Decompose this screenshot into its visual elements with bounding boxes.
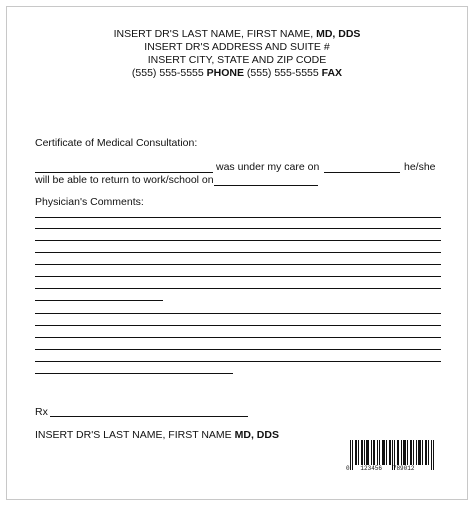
comment-line[interactable] — [35, 349, 441, 350]
signature-line: INSERT DR'S LAST NAME, FIRST NAME MD, DDS — [35, 429, 279, 441]
comment-line-short[interactable] — [35, 373, 233, 374]
comment-line[interactable] — [35, 217, 441, 218]
certificate-title: Certificate of Medical Consultation: — [35, 137, 198, 149]
comment-line[interactable] — [35, 361, 441, 362]
header-name-line: INSERT DR'S LAST NAME, FIRST NAME, MD, DDS — [113, 28, 361, 40]
comment-line[interactable] — [35, 264, 441, 265]
heshe-text: he/she — [404, 161, 436, 173]
comment-line[interactable] — [35, 313, 441, 314]
rx-blank[interactable] — [50, 416, 248, 417]
care-date-blank[interactable] — [324, 172, 400, 173]
doctor-header — [0, 28, 474, 80]
header-address-line: INSERT DR'S ADDRESS AND SUITE # — [144, 41, 330, 53]
under-care-text: was under my care on — [216, 161, 320, 173]
comment-line[interactable] — [35, 337, 441, 338]
return-date-blank[interactable] — [214, 185, 318, 186]
return-text: will be able to return to work/school on — [35, 174, 214, 186]
comments-label: Physician's Comments: — [35, 196, 144, 208]
comment-line[interactable] — [35, 252, 441, 253]
comment-line[interactable] — [35, 325, 441, 326]
comment-line[interactable] — [35, 240, 441, 241]
header-contact-line: (555) 555-5555 PHONE (555) 555-5555 FAX — [131, 67, 343, 79]
document-page — [6, 6, 468, 500]
header-city-line: INSERT CITY, STATE AND ZIP CODE — [147, 54, 327, 66]
barcode-digits: 0 123456 789012 — [346, 465, 415, 472]
rx-label: Rx — [35, 406, 48, 418]
comment-line[interactable] — [35, 276, 441, 277]
comment-line-short[interactable] — [35, 300, 163, 301]
comment-line[interactable] — [35, 228, 441, 229]
patient-name-blank[interactable] — [35, 172, 213, 173]
comment-line[interactable] — [35, 288, 441, 289]
